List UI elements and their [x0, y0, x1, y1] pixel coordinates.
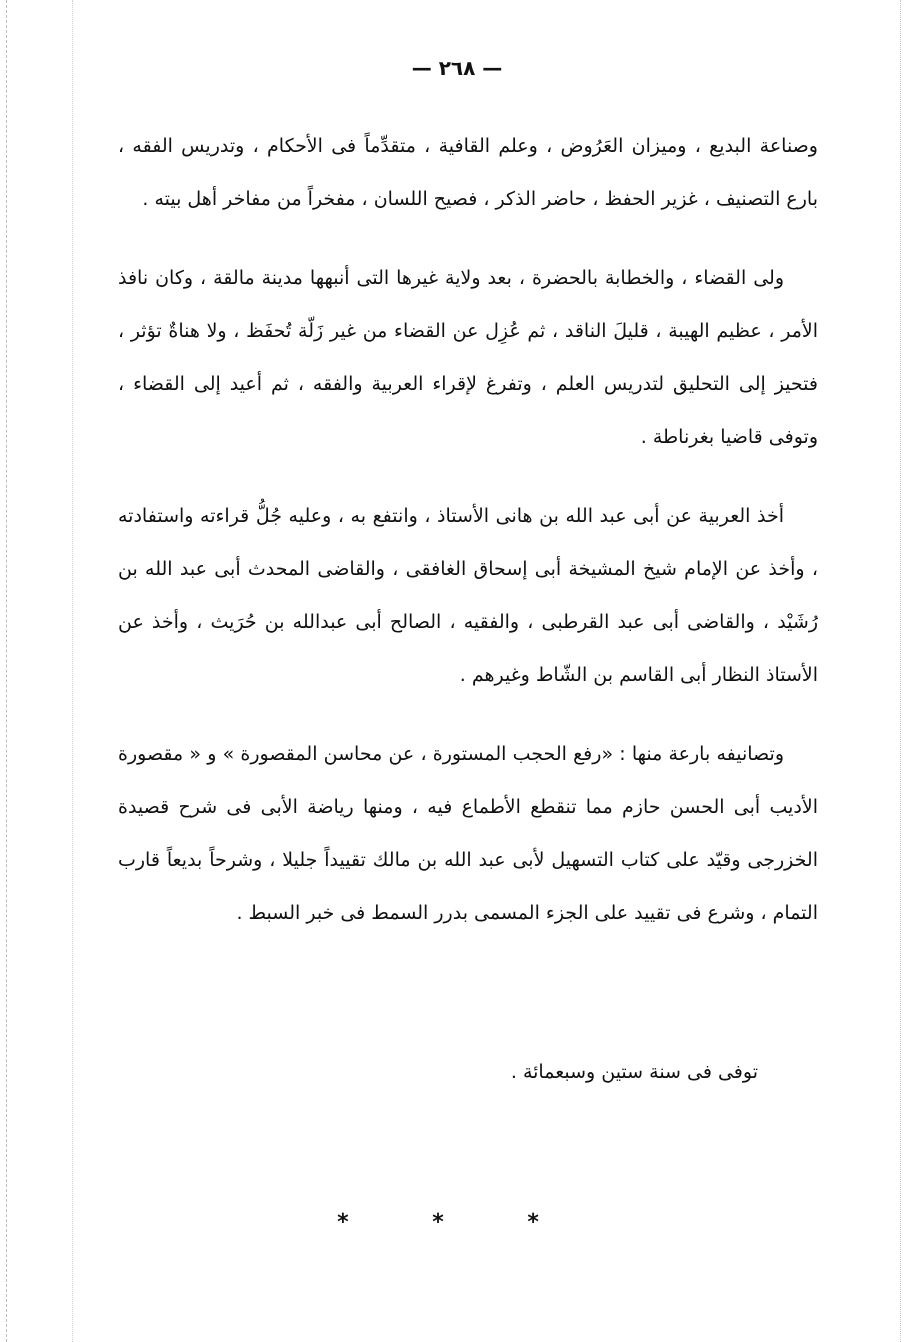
scan-edge-inner: [72, 0, 73, 1342]
death-date-line: توفى فى سنة ستين وسبعمائة .: [510, 1061, 758, 1083]
paragraph-3: أخذ العربية عن أبى عبد الله بن هانى الأستاذ ، وانتفع به ، وعليه جُلُّ قراءته واستفادته ، وأخذ عن الإمام شيخ المشيخة أبى إسحاق الغافقى ، والقاضى المحدث أبى عبد الله بن رُشَيْد ، والقاضى أبى عبد القرطبى ، والفقيه ، الصالح أبى عبدالله بن حُرَيث ، وأخذ عن الأستاذ النظار أبى القاسم بن الشّاط وغيرهم .: [118, 505, 818, 686]
section-ornament: * * *: [337, 1210, 577, 1235]
paragraph-2: ولى القضاء ، والخطابة بالحضرة ، بعد ولاية غيرها التى أنبهها مدينة مالقة ، وكان نافذ الأمر ، عظيم الهيبة ، قليلَ الناقد ، ثم عُزِل عن القضاء من غير زَلّة تُحفَظ ، ولا هناةٌ تؤثر ، فتحيز إلى التحليق لتدريس العلم ، وتفرغ لإقراء العربية والفقه ، ثم أعيد إلى القضاء ، وتوفى قاضيا بغرناطة .: [118, 267, 818, 448]
scan-edge-right: [900, 0, 901, 1342]
paragraph-4: وتصانيفه بارعة منها : «رفع الحجب المستورة ، عن محاسن المقصورة » و « مقصورة الأديب أبى الحسن حازم مما تنقطع الأطماع فيه ، ومنها رياضة الأبى فى شرح قصيدة الخزرجى وقيّد على كتاب التسهيل لأبى عبد الله بن مالك تقييداً جليلا ، وشرحاً بديعاً قارب التمام ، وشرع فى تقييد على الجزء المسمى بدرر السمط فى خبر السبط .: [118, 743, 818, 924]
paragraph-1: وصناعة البديع ، وميزان العَرُوض ، وعلم القافية ، متقدِّماً فى الأحكام ، وتدريس الفقه ، بارع التصنيف ، غزير الحفظ ، حاضر الذكر ، فصيح اللسان ، مفخراً من مفاخر أهل بيته .: [118, 135, 818, 210]
main-text: [118, 120, 818, 966]
scan-edge-left: [6, 0, 7, 1342]
page-number: — ٢٦٨ —: [411, 56, 503, 80]
